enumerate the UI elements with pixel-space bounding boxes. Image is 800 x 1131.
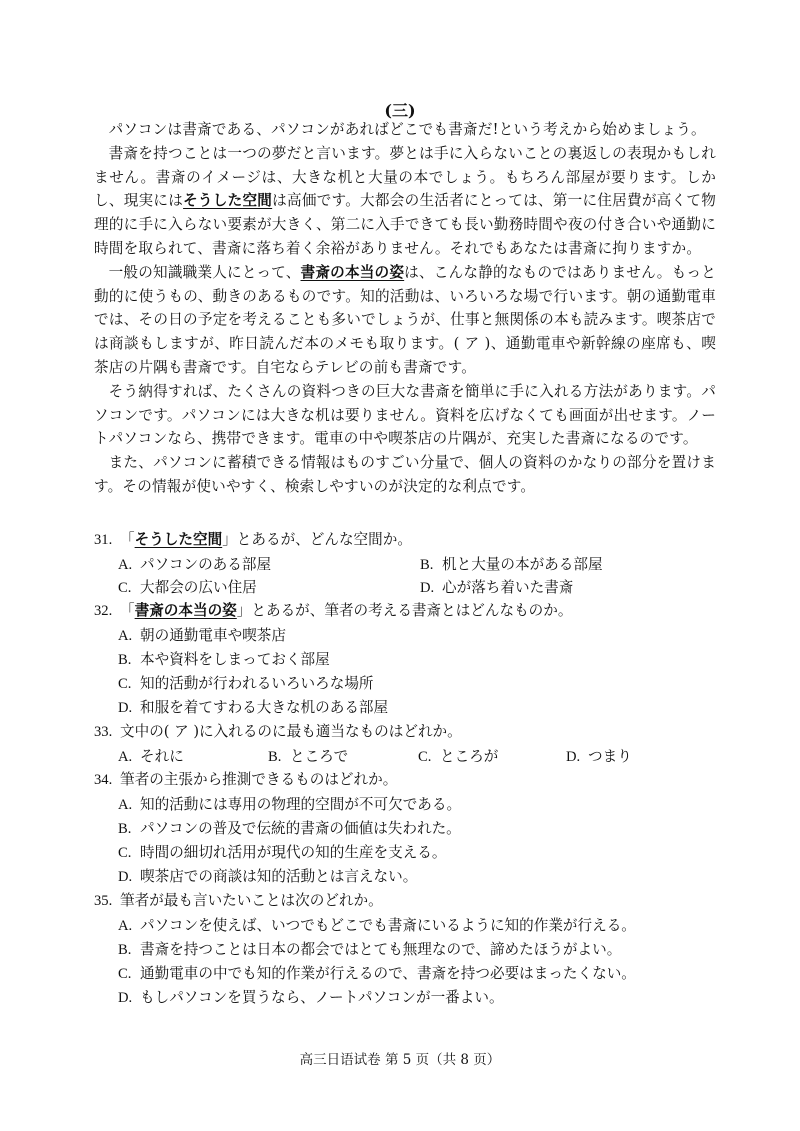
question-32 xyxy=(94,599,572,620)
passage-paragraph-5: また、パソコンに蓄積できる情報はものすごい分量で、個人の資料のかなりの部分を置けます。その情報が使いやすく、検索しやすいのが決定的な利点です。 xyxy=(94,454,716,495)
question-31 xyxy=(94,528,412,549)
option-label: D. xyxy=(118,990,133,1006)
option-31-c[interactable] xyxy=(118,576,257,597)
option-text: 大都会の広い住居 xyxy=(140,579,257,596)
option-text: ところが xyxy=(440,748,499,765)
option-31-a[interactable] xyxy=(118,553,271,574)
underlined-phrase-2: 書斎の本当の姿 xyxy=(300,263,405,281)
option-34-d[interactable] xyxy=(118,865,417,886)
section-title: (三) xyxy=(384,101,416,120)
option-label: B. xyxy=(118,942,132,958)
option-text: ところで xyxy=(290,748,349,765)
option-label: B. xyxy=(420,557,434,573)
passage-text: 書斎を持つことは一つの夢だと言います。夢とは手に入らないことの裏返しの表現かもしれません。書斎のイメージは、大きな机と大量の本でしょう。もちろん部屋が要ります。しかし、現実には xyxy=(94,144,716,210)
option-text: 書斎を持つことは日本の都会ではとても無理なので、諦めたほうがよい。 xyxy=(140,941,622,958)
option-32-a[interactable] xyxy=(118,624,286,645)
question-number: 34. xyxy=(94,772,113,788)
option-text: 知的活動が行われるいろいろな場所 xyxy=(140,675,374,692)
question-33 xyxy=(94,720,462,741)
option-label: A. xyxy=(118,918,133,934)
option-35-a[interactable] xyxy=(118,914,636,935)
passage-paragraph-1: パソコンは書斎である、パソコンがあればどこでも書斎だ!という考えから始めましょう。 xyxy=(108,121,706,138)
option-33-d[interactable] xyxy=(566,745,632,766)
question-text: 筆者が最も言いたいことは次のどれか。 xyxy=(120,892,383,909)
page-footer: 高三日语试卷 第 5 页（共 8 页） xyxy=(299,1052,501,1068)
option-33-c[interactable] xyxy=(418,745,498,766)
option-label: A. xyxy=(118,749,133,765)
passage-paragraph-3 xyxy=(94,261,716,380)
option-label: D. xyxy=(566,749,581,765)
option-text: 机と大量の本がある部屋 xyxy=(442,556,603,573)
option-35-b[interactable] xyxy=(118,938,621,959)
option-label: A. xyxy=(118,797,133,813)
option-35-d[interactable] xyxy=(118,986,504,1007)
option-32-c[interactable] xyxy=(118,672,374,693)
option-34-c[interactable] xyxy=(118,841,446,862)
question-35 xyxy=(94,889,383,910)
option-32-d[interactable] xyxy=(118,696,388,717)
question-text: 」とあるが、筆者の考える書斎とはどんなものか。 xyxy=(236,602,573,619)
passage-paragraph-2 xyxy=(94,142,716,261)
option-33-b[interactable] xyxy=(268,745,348,766)
option-34-b[interactable] xyxy=(118,817,461,838)
option-31-d[interactable] xyxy=(420,576,573,597)
option-label: A. xyxy=(118,628,133,644)
passage-text: 一般の知識職業人にとって、 xyxy=(108,263,301,281)
option-label: B. xyxy=(118,652,132,668)
option-31-b[interactable] xyxy=(420,553,603,574)
option-text: 時間の細切れ活用が現代の知的生産を支える。 xyxy=(140,844,447,861)
option-text: パソコンを使えば、いつでもどこでも書斎にいるように知的作業が行える。 xyxy=(140,917,636,934)
question-number: 31. xyxy=(94,532,113,548)
option-34-a[interactable] xyxy=(118,793,461,814)
option-text: 朝の通勤電車や喫茶店 xyxy=(140,627,286,644)
option-35-c[interactable] xyxy=(118,962,636,983)
option-32-b[interactable] xyxy=(118,648,330,669)
question-text: 筆者の主張から推測できるものはどれか。 xyxy=(120,771,398,788)
option-label: C. xyxy=(118,580,132,596)
option-label: C. xyxy=(118,676,132,692)
option-label: B. xyxy=(118,821,132,837)
option-text: 和服を着てすわる大きな机のある部屋 xyxy=(140,699,389,716)
option-label: D. xyxy=(118,869,133,885)
option-label: D. xyxy=(118,700,133,716)
option-text: 知的活動には専用の物理的空間が不可欠である。 xyxy=(140,796,462,813)
option-text: パソコンのある部屋 xyxy=(140,556,272,573)
question-number: 32. xyxy=(94,603,113,619)
question-text: 「 xyxy=(120,531,135,548)
option-label: B. xyxy=(268,749,282,765)
option-text: 心が落ち着いた書斎 xyxy=(442,579,574,596)
option-text: つまり xyxy=(588,748,632,765)
passage-paragraph-4: そう納得すれば、たくさんの資料つきの巨大な書斎を簡単に手に入れる方法があります。パソコンです。パソコンには大きな机は要りません。資料を広げなくても画面が出せます。ノートパソコンなら、携帯できます。電車の中や喫茶店の片隅が、充実した書斎になるのです。 xyxy=(94,382,716,448)
option-label: C. xyxy=(118,845,132,861)
passage-text: は、こんな静的なものではありません。もっと動的に使うもの、動きのあるものです。知的活動は、いろいろな場で行います。朝の通勤電車では、その日の予定を考えることも多いでしょうが、仕事と無関係の本も読みます。喫茶店では商談もしますが、昨日読んだ本のメモも取ります。( ア )、通勤電車や新幹線の座席も、喫茶店の片隅も書斎です。自宅ならテレビの前も書斎です。 xyxy=(94,263,716,376)
option-text: パソコンの普及で伝統的書斎の価値は失われた。 xyxy=(140,820,461,837)
passage-text: は高価です。大都会の生活者にとっては、第一に住居費が高くて物理的に手に入らない要素が大きく、第二に入手できても長い勤務時間や夜の付き合いや通勤に時間を取られて、書斎に落ち着く余裕がありません。それでもあなたは書斎に拘りますか。 xyxy=(94,192,717,257)
option-label: A. xyxy=(118,557,133,573)
question-underline: そうした空間 xyxy=(134,531,223,548)
option-text: もしパソコンを買うなら、ノートパソコンが一番よい。 xyxy=(140,989,504,1006)
question-text: 」とあるが、どんな空間か。 xyxy=(222,531,412,548)
option-text: 喫茶店での商談は知的活動とは言えない。 xyxy=(140,868,418,885)
option-label: C. xyxy=(418,749,432,765)
option-text: それに xyxy=(140,748,184,765)
option-label: C. xyxy=(118,966,132,982)
question-number: 35. xyxy=(94,893,113,909)
option-label: D. xyxy=(420,580,435,596)
question-34 xyxy=(94,768,397,789)
question-underline: 書斎の本当の姿 xyxy=(134,602,237,619)
underlined-phrase-1: そうした空間 xyxy=(183,192,273,210)
question-text: 文中の( ア )に入れるのに最も適当なものはどれか。 xyxy=(120,723,462,740)
question-text: 「 xyxy=(120,602,135,619)
option-text: 通勤電車の中でも知的作業が行えるので、書斎を持つ必要はまったくない。 xyxy=(140,965,636,982)
reading-passage xyxy=(94,118,716,499)
option-33-a[interactable] xyxy=(118,745,184,766)
question-number: 33. xyxy=(94,724,113,740)
option-text: 本や資料をしまっておく部屋 xyxy=(140,651,330,668)
